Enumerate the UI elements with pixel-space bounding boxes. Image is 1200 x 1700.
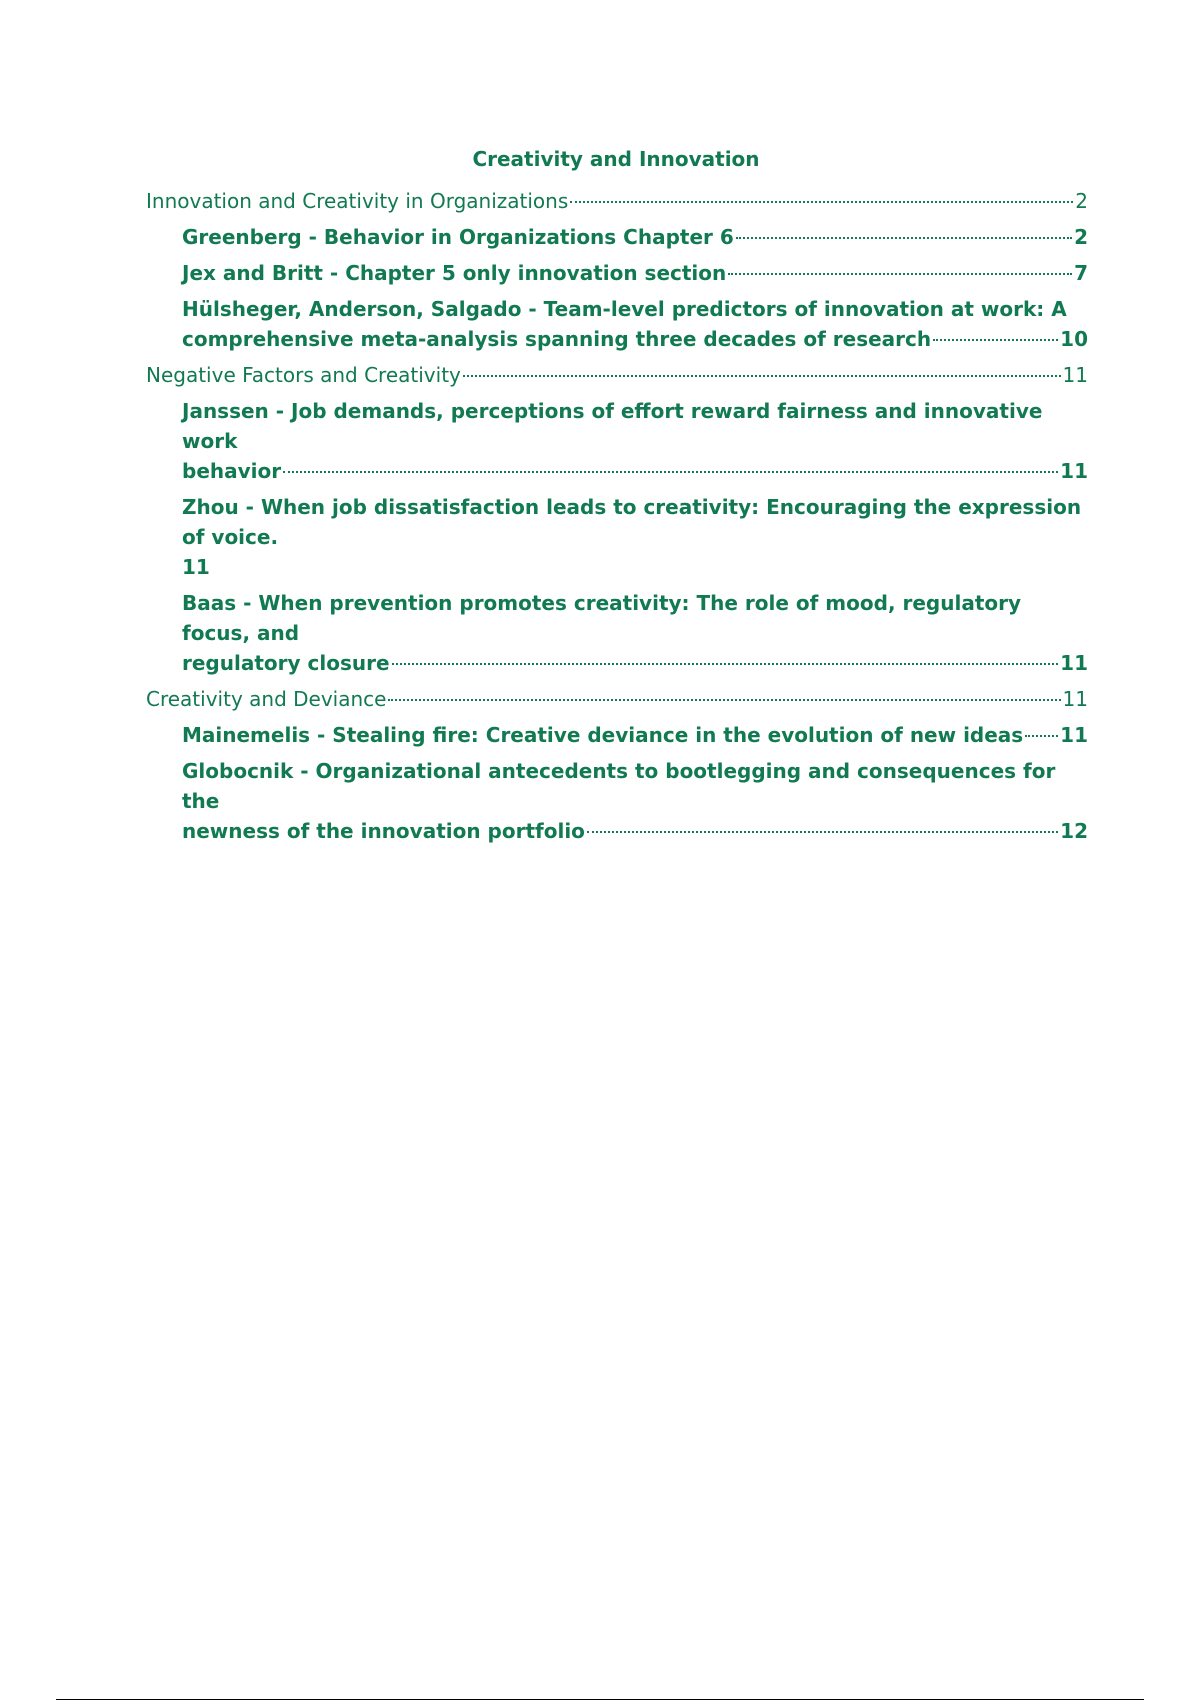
toc-entry-label-line2: newness of the innovation portfolio bbox=[182, 819, 585, 843]
toc-entry-label-line1: Baas - When prevention promotes creativity: The role of mood, regulatory focus, and bbox=[182, 591, 1022, 645]
toc-entry-label-line2: comprehensive meta-analysis spanning three decades of research bbox=[182, 327, 932, 351]
dot-leader bbox=[587, 831, 1058, 833]
dot-leader bbox=[570, 201, 1073, 203]
dot-leader bbox=[463, 375, 1061, 377]
toc-page-number: 2 bbox=[1075, 189, 1088, 213]
toc-page-number: 11 bbox=[1062, 363, 1088, 387]
toc-entry-negative-factors[interactable] bbox=[146, 360, 1088, 390]
toc-entry-creativity-deviance[interactable] bbox=[146, 684, 1088, 714]
dot-leader bbox=[728, 273, 1072, 275]
toc-entry-label-line1: Hülsheger, Anderson, Salgado - Team-level predictors of innovation at work: A bbox=[182, 297, 1067, 321]
toc-page-number: 12 bbox=[1060, 819, 1088, 843]
toc-entry-label: Mainemelis - Stealing fire: Creative deviance in the evolution of new ideas bbox=[182, 723, 1024, 747]
toc-entry-label: Jex and Britt - Chapter 5 only innovation section bbox=[182, 261, 727, 285]
toc-entry-label: Creativity and Deviance bbox=[146, 687, 387, 711]
dot-leader bbox=[388, 699, 1060, 701]
toc-page-number: 11 bbox=[1060, 651, 1088, 675]
toc-entry-greenberg[interactable] bbox=[146, 222, 1088, 252]
toc-entry-mainemelis[interactable] bbox=[146, 720, 1088, 750]
toc-page-number: 2 bbox=[1074, 225, 1088, 249]
toc-entry-label-line2: behavior bbox=[182, 459, 282, 483]
dot-leader bbox=[283, 471, 1058, 473]
toc-entry-label: Greenberg - Behavior in Organizations Chapter 6 bbox=[182, 225, 734, 249]
dot-leader bbox=[1025, 735, 1058, 737]
toc-entry-label: Negative Factors and Creativity bbox=[146, 363, 461, 387]
toc-entry-innovation-creativity-organizations[interactable] bbox=[146, 186, 1088, 216]
toc-entry-baas[interactable] bbox=[146, 588, 1088, 678]
toc-page-number: 10 bbox=[1060, 327, 1088, 351]
dot-leader bbox=[933, 339, 1058, 341]
table-of-contents bbox=[146, 186, 1088, 852]
toc-entry-label: Innovation and Creativity in Organizations bbox=[146, 189, 569, 213]
toc-page-number: 7 bbox=[1074, 261, 1088, 285]
toc-entry-label-line1: Globocnik - Organizational antecedents to bootlegging and consequences for the bbox=[182, 759, 1056, 813]
toc-page-number: 11 bbox=[1060, 459, 1088, 483]
toc-entry-hulsheger[interactable] bbox=[146, 294, 1088, 354]
toc-entry-janssen[interactable] bbox=[146, 396, 1088, 486]
toc-entry-label-line1: Zhou - When job dissatisfaction leads to creativity: Encouraging the expression of voice. bbox=[182, 495, 1082, 549]
toc-entry-globocnik[interactable] bbox=[146, 756, 1088, 846]
toc-entry-zhou[interactable] bbox=[146, 492, 1088, 582]
toc-page-number: 11 bbox=[1062, 687, 1088, 711]
dot-leader bbox=[392, 663, 1059, 665]
toc-title: Creativity and Innovation bbox=[472, 147, 760, 171]
toc-entry-jex-britt[interactable] bbox=[146, 258, 1088, 288]
toc-page-number: 11 bbox=[182, 555, 210, 579]
toc-entry-label-line2: regulatory closure bbox=[182, 651, 390, 675]
dot-leader bbox=[736, 237, 1072, 239]
toc-page-number: 11 bbox=[1060, 723, 1088, 747]
toc-entry-label-line1: Janssen - Job demands, perceptions of effort reward fairness and innovative work bbox=[182, 399, 1043, 453]
